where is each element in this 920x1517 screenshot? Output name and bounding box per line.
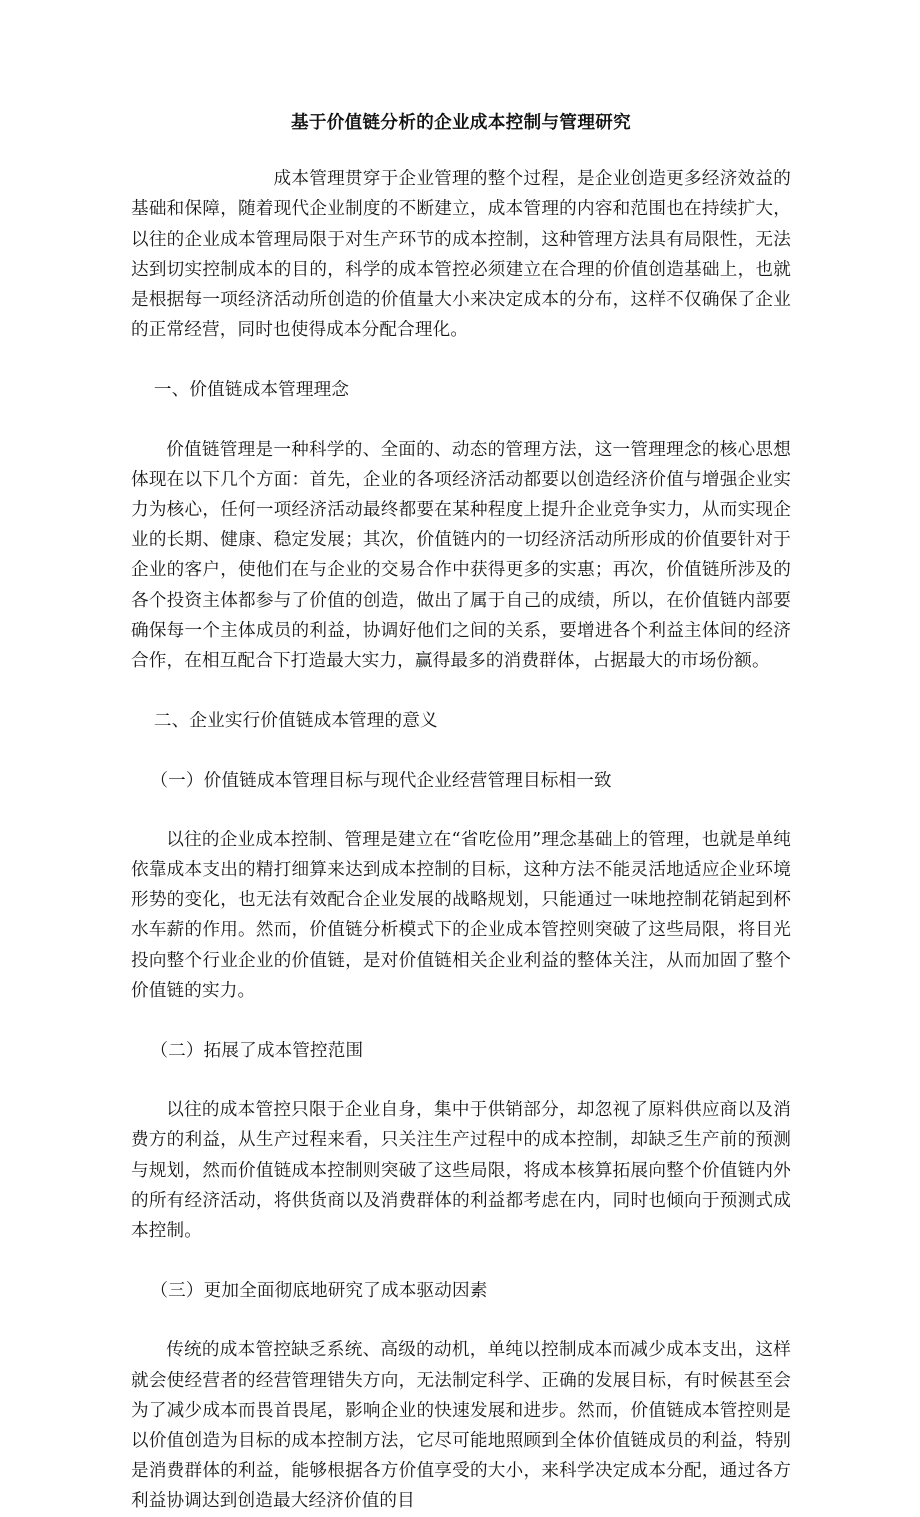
spacer-after-title [131, 136, 791, 164]
abstract-paragraph: 成本管理贯穿于企业管理的整个过程，是企业创造更多经济效益的基础和保障，随着现代企业制度的不断建立，成本管理的内容和范围也在持续扩大，以往的企业成本管理局限于对生产环节的成本控制，这种管理方法具有局限性，无法达到切实控制成本的目的，科学的成本管控必须建立在合理的价值创造基础上，也就是根据每一项经济活动所创造的价值量大小来决定成本的分布，这样不仅确保了企业的正常经营，同时也使得成本分配合理化。 [131, 169, 791, 341]
subsection-1-paragraph: 以往的企业成本控制、管理是建立在“省吃俭用”理念基础上的管理，也就是单纯依靠成本支出的精打细算来达到成本控制的目标，这种方法不能灵活地适应企业环境形势的变化，也无法有效配合企业发展的战略规划，只能通过一味地控制花销起到杯水车薪的作用。然而，价值链分析模式下的企业成本管控则突破了这些局限，将目光投向整个行业企业的价值链，是对价值链相关企业利益的整体关注，从而加固了整个价值链的实力。 [131, 829, 791, 1001]
spacer-after-subsection-heading-3 [131, 1306, 791, 1335]
spacer-after-subsection-heading-1 [131, 796, 791, 825]
spacer-after-subsection-heading-2 [131, 1066, 791, 1095]
spacer-after-section-heading-1 [131, 406, 791, 435]
section-heading-1: 一、价值链成本管理理念 [153, 380, 350, 401]
spacer-before-subsection-2 [131, 1006, 791, 1036]
section-1-paragraph: 价值链管理是一种科学的、全面的、动态的管理方法，这一管理理念的核心思想体现在以下几个方面：首先，企业的各项经济活动都要以创造经济价值与增强企业实力为核心，任何一项经济活动最终都要在某种程度上提升企业竞争实力，从而实现企业的长期、健康、稳定发展；其次，价值链内的一切经济活动所形成的价值要针对于企业的客户，使他们在与企业的交易合作中获得更多的实惠；再次，价值链所涉及的各个投资主体都参与了价值的创造，做出了属于自己的成绩，所以，在价值链内部要确保每一个主体成员的利益，协调好他们之间的关系，要增进各个利益主体间的经济合作，在相互配合下打造最大实力，赢得最多的消费群体，占据最大的市场份额。 [131, 439, 791, 672]
subsection-2-paragraph: 以往的成本管控只限于企业自身，集中于供销部分，却忽视了原料供应商以及消费方的利益，从生产过程来看，只关注生产过程中的成本控制，却缺乏生产前的预测与规划，然而价值链成本控制则突破了这些局限，将成本核算拓展向整个价值链内外的所有经济活动，将供货商以及消费群体的利益都考虑在内，同时也倾向于预测式成本控制。 [131, 1100, 791, 1241]
document-content [131, 0, 791, 1517]
subsection-heading-3: （三）更加全面彻底地研究了成本驱动因素 [150, 1281, 488, 1302]
section-heading-2: 二、企业实行价值链成本管理的意义 [153, 711, 438, 732]
spacer-before-section-2 [131, 676, 791, 706]
spacer-before-subsection-3 [131, 1246, 791, 1276]
subsection-3-paragraph: 传统的成本管控缺乏系统、高级的动机，单纯以控制成本而减少成本支出，这样就会使经营者的经营管理错失方向，无法制定科学、正确的发展目标，有时候甚至会为了减少成本而畏首畏尾，影响企业的快速发展和进步。然而，价值链成本管控则是以价值创造为目标的成本控制方法，它尽可能地照顾到全体价值链成员的利益，特别是消费群体的利益，能够根据各方价值享受的大小，来科学决定成本分配，通过各方利益协调达到创造最大经济价值的目 [131, 1340, 791, 1512]
subsection-heading-2: （二）拓展了成本管控范围 [150, 1040, 364, 1061]
spacer-after-section-heading-2 [131, 737, 791, 766]
page-title: 基于价值链分析的企业成本控制与管理研究 [290, 113, 632, 133]
subsection-heading-1: （一）价值链成本管理目标与现代企业经营管理目标相一致 [150, 770, 612, 791]
spacer-before-section-1 [131, 345, 791, 375]
